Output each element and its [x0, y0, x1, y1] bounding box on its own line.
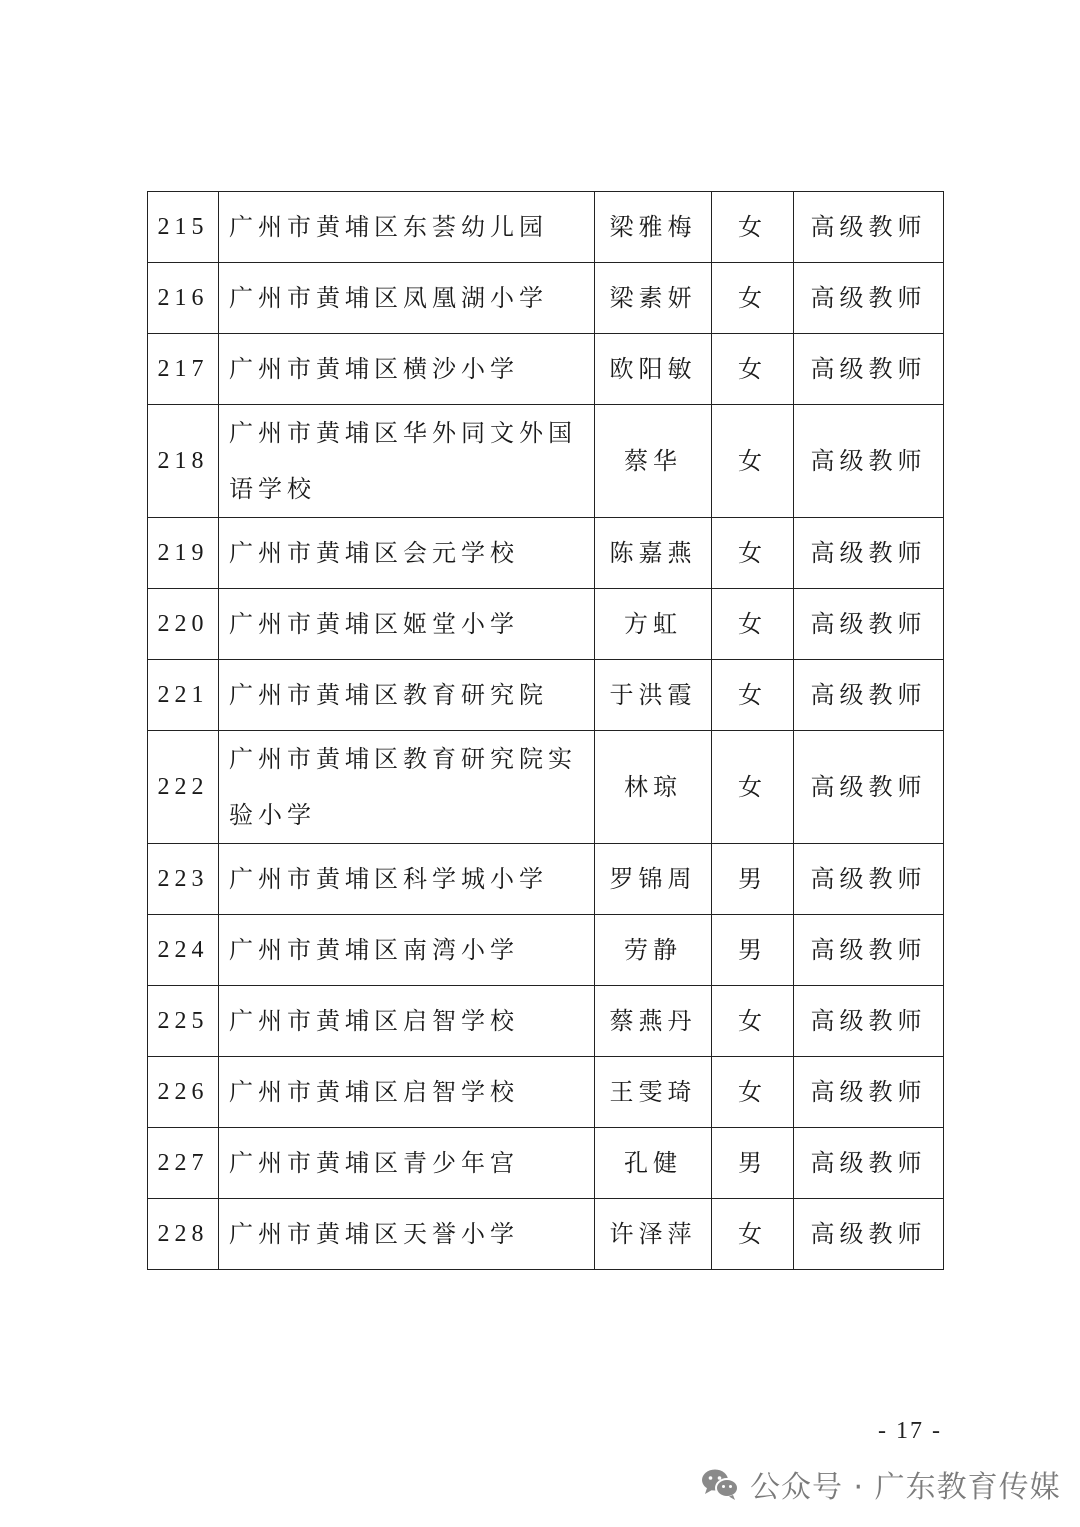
cell-gender: 女	[712, 518, 794, 589]
cell-number: 217	[148, 334, 219, 405]
table-row	[148, 589, 944, 660]
table-row	[148, 192, 944, 263]
cell-title: 高级教师	[794, 405, 944, 518]
cell-school: 广州市黄埔区南湾小学	[219, 915, 595, 986]
cell-title: 高级教师	[794, 518, 944, 589]
table-row	[148, 405, 944, 518]
cell-gender: 女	[712, 334, 794, 405]
table-row	[148, 263, 944, 334]
cell-school: 广州市黄埔区启智学校	[219, 986, 595, 1057]
cell-school: 广州市黄埔区东荟幼儿园	[219, 192, 595, 263]
cell-name: 方虹	[595, 589, 712, 660]
table-row	[148, 1128, 944, 1199]
cell-school: 广州市黄埔区青少年宫	[219, 1128, 595, 1199]
cell-name: 陈嘉燕	[595, 518, 712, 589]
cell-title: 高级教师	[794, 1057, 944, 1128]
cell-name: 王雯琦	[595, 1057, 712, 1128]
cell-title: 高级教师	[794, 1128, 944, 1199]
cell-title: 高级教师	[794, 263, 944, 334]
wechat-icon	[700, 1467, 740, 1501]
table-row	[148, 334, 944, 405]
cell-name: 梁雅梅	[595, 192, 712, 263]
cell-school: 广州市黄埔区教育研究院	[219, 660, 595, 731]
cell-name: 林琼	[595, 731, 712, 844]
cell-gender: 男	[712, 844, 794, 915]
cell-gender: 女	[712, 986, 794, 1057]
cell-number: 218	[148, 405, 219, 518]
cell-title: 高级教师	[794, 192, 944, 263]
cell-number: 225	[148, 986, 219, 1057]
cell-name: 蔡华	[595, 405, 712, 518]
cell-title: 高级教师	[794, 660, 944, 731]
cell-number: 228	[148, 1199, 219, 1270]
cell-school: 广州市黄埔区科学城小学	[219, 844, 595, 915]
cell-name: 罗锦周	[595, 844, 712, 915]
table-row	[148, 1199, 944, 1270]
table-row	[148, 518, 944, 589]
cell-title: 高级教师	[794, 986, 944, 1057]
cell-name: 劳静	[595, 915, 712, 986]
teacher-list-table	[147, 191, 944, 1270]
cell-gender: 女	[712, 660, 794, 731]
table-body	[148, 192, 944, 1270]
page-number: - 17 -	[878, 1418, 942, 1444]
cell-number: 219	[148, 518, 219, 589]
cell-name: 于洪霞	[595, 660, 712, 731]
cell-number: 223	[148, 844, 219, 915]
cell-gender: 男	[712, 1128, 794, 1199]
cell-name: 许泽萍	[595, 1199, 712, 1270]
table-row	[148, 660, 944, 731]
cell-number: 222	[148, 731, 219, 844]
cell-name: 孔健	[595, 1128, 712, 1199]
cell-school: 广州市黄埔区会元学校	[219, 518, 595, 589]
cell-gender: 女	[712, 589, 794, 660]
watermark-text: 公众号 · 广东教育传媒	[750, 1470, 1061, 1505]
cell-school: 广州市黄埔区横沙小学	[219, 334, 595, 405]
cell-title: 高级教师	[794, 589, 944, 660]
watermark	[700, 1462, 1061, 1506]
cell-school: 广州市黄埔区姬堂小学	[219, 589, 595, 660]
cell-number: 224	[148, 915, 219, 986]
cell-gender: 女	[712, 1057, 794, 1128]
cell-number: 227	[148, 1128, 219, 1199]
cell-number: 215	[148, 192, 219, 263]
cell-title: 高级教师	[794, 844, 944, 915]
table-row	[148, 986, 944, 1057]
cell-school: 广州市黄埔区教育研究院实验小学	[219, 731, 595, 844]
cell-number: 226	[148, 1057, 219, 1128]
cell-gender: 女	[712, 192, 794, 263]
cell-gender: 女	[712, 405, 794, 518]
cell-name: 欧阳敏	[595, 334, 712, 405]
cell-title: 高级教师	[794, 915, 944, 986]
cell-school: 广州市黄埔区华外同文外国语学校	[219, 405, 595, 518]
cell-gender: 女	[712, 731, 794, 844]
cell-title: 高级教师	[794, 731, 944, 844]
cell-name: 梁素妍	[595, 263, 712, 334]
cell-gender: 男	[712, 915, 794, 986]
cell-name: 蔡燕丹	[595, 986, 712, 1057]
cell-school: 广州市黄埔区启智学校	[219, 1057, 595, 1128]
table-row	[148, 1057, 944, 1128]
cell-gender: 女	[712, 1199, 794, 1270]
cell-number: 220	[148, 589, 219, 660]
cell-school: 广州市黄埔区天誉小学	[219, 1199, 595, 1270]
table-row	[148, 915, 944, 986]
cell-number: 216	[148, 263, 219, 334]
table-row	[148, 731, 944, 844]
cell-gender: 女	[712, 263, 794, 334]
table-row	[148, 844, 944, 915]
cell-title: 高级教师	[794, 334, 944, 405]
cell-title: 高级教师	[794, 1199, 944, 1270]
cell-number: 221	[148, 660, 219, 731]
cell-school: 广州市黄埔区凤凰湖小学	[219, 263, 595, 334]
